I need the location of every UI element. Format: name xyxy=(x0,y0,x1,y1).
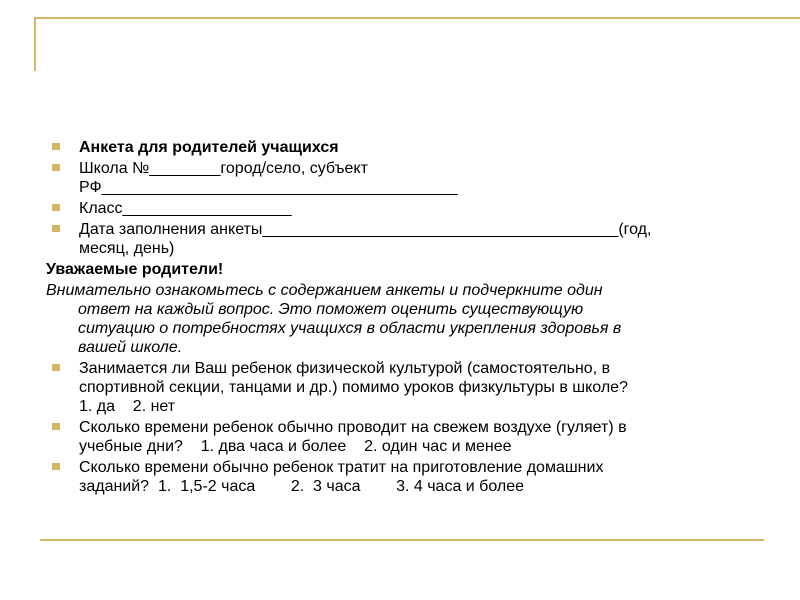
question-1 xyxy=(46,359,766,416)
list-item-class xyxy=(46,199,766,218)
question-2-line1: Сколько времени ребенок обычно проводит на свежем воздухе (гуляет) в xyxy=(79,419,627,436)
instruction-paragraph xyxy=(46,281,766,357)
frame-left-line xyxy=(34,17,36,71)
question-2 xyxy=(46,418,766,456)
bullet-icon xyxy=(52,164,60,171)
instruction-line3: ситуацию о потребностях учащихся в области укрепления здоровья в xyxy=(78,320,622,337)
school-field-line1: Школа №________город/село, субъект xyxy=(79,160,368,177)
questionnaire-content xyxy=(46,138,766,498)
instruction-line4: вашей школе. xyxy=(78,339,183,356)
date-field-line2: месяц, день) xyxy=(79,240,175,257)
date-field-line1: Дата заполнения анкеты________________________________________(год, xyxy=(79,221,652,238)
question-1-line2: спортивной секции, танцами и др.) помимо уроков физкультуры в школе? xyxy=(79,379,628,396)
bullet-icon xyxy=(52,463,60,470)
list-item-title xyxy=(46,138,766,157)
bullet-icon xyxy=(52,204,60,211)
instruction-line1: Внимательно ознакомьтесь с содержанием анкеты и подчеркните один xyxy=(46,282,603,299)
bullet-icon xyxy=(52,364,60,371)
question-1-options: 1. да 2. нет xyxy=(79,398,176,415)
bullet-icon xyxy=(52,423,60,430)
list-item-school xyxy=(46,159,766,197)
question-2-options: учебные дни? 1. два часа и более 2. один час и менее xyxy=(79,438,512,455)
frame-bottom-line xyxy=(40,539,764,541)
bullet-icon xyxy=(52,143,60,150)
instruction-line2: ответ на каждый вопрос. Это поможет оценить существующую xyxy=(78,301,584,318)
list-item-date xyxy=(46,220,766,258)
school-field-line2: РФ________________________________________ xyxy=(79,179,458,196)
bullet-icon xyxy=(52,225,60,232)
question-3 xyxy=(46,458,766,496)
question-3-line1: Сколько времени обычно ребенок тратит на приготовление домашних xyxy=(79,459,604,476)
frame-top-line xyxy=(34,17,800,19)
greeting: Уважаемые родители! xyxy=(46,261,224,278)
question-1-line1: Занимается ли Ваш ребенок физической культурой (самостоятельно, в xyxy=(79,360,611,377)
class-field: Класс___________________ xyxy=(79,200,292,217)
question-3-options: заданий? 1. 1,5-2 часа 2. 3 часа 3. 4 часа и более xyxy=(79,478,525,495)
questionnaire-title: Анкета для родителей учащихся xyxy=(79,139,339,156)
